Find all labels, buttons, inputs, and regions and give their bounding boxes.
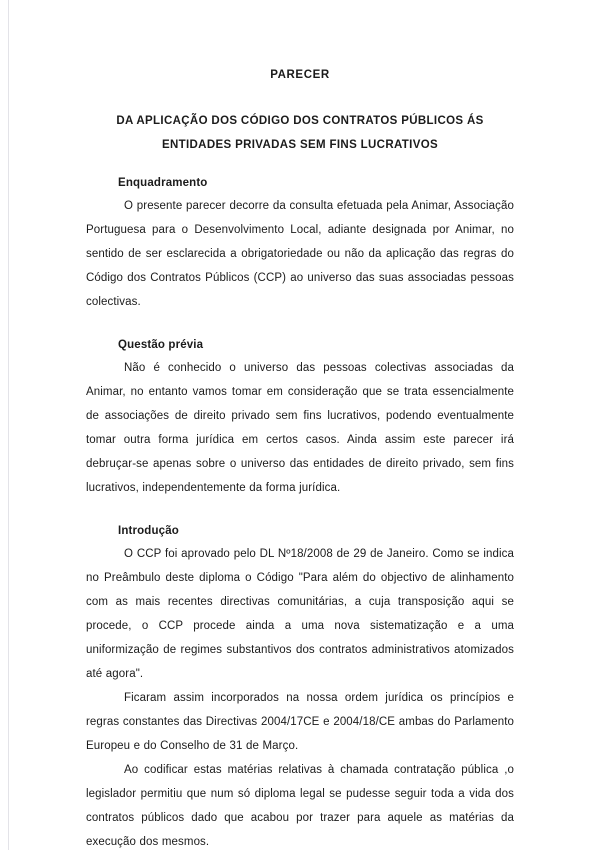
section-questao-previa [86, 334, 514, 500]
section-heading-introducao: Introdução [118, 525, 179, 537]
paragraph: Ao codificar estas matérias relativas à chamada contratação pública ,o legislador permitiu que num só diploma legal se pudesse seguir toda a vida dos contratos públicos dado que acabou por trazer para aquele as matérias da execução dos mesmos. [86, 764, 514, 848]
section-heading-questao-previa: Questão prévia [118, 339, 204, 351]
document-subtitle-line-1: DA APLICAÇÃO DOS CÓDIGO DOS CONTRATOS PÚBLICOS ÁS [116, 115, 484, 127]
document-title-block [86, 68, 514, 157]
paragraph: O CCP foi aprovado pelo DL Nº18/2008 de 29 de Janeiro. Como se indica no Preâmbulo deste diploma o Código "Para além do objectivo de alinhamento com as mais recentes directivas comunitárias, a cuja transposição aqui se procede, o CCP procede ainda a uma nova sistematização e a uma uniformização de regimes substantivos dos contratos administrativos atomizados até agora". [86, 548, 514, 680]
section-enquadramento [86, 172, 514, 314]
paragraph: O presente parecer decorre da consulta efetuada pela Animar, Associação Portuguesa para o Desenvolvimento Local, adiante designada por Animar, no sentido de ser esclarecida a obrigatoriedade ou não da aplicação das regras do Código dos Contratos Públicos (CCP) ao universo das suas associadas pessoas colectivas. [86, 200, 514, 308]
paragraph: Ficaram assim incorporados na nossa ordem jurídica os princípios e regras constantes das Directivas 2004/17CE e 2004/18/CE ambas do Parlamento Europeu e do Conselho de 31 de Março. [86, 692, 514, 752]
document-body [86, 172, 514, 854]
page-title: PARECER [270, 69, 330, 81]
document-subtitle-line-2: ENTIDADES PRIVADAS SEM FINS LUCRATIVOS [161, 139, 439, 151]
page-edge-line [8, 0, 9, 850]
section-introducao [86, 520, 514, 854]
paragraph: Não é conhecido o universo das pessoas colectivas associadas da Animar, no entanto vamos tomar em consideração que se trata essencialmente de associações de direito privado sem fins lucrativos, podendo eventualmente tomar outra forma jurídica em certos casos. Ainda assim este parecer irá debruçar-se apenas sobre o universo das entidades de direito privado, sem fins lucrativos, independentemente da forma jurídica. [86, 362, 514, 494]
section-heading-enquadramento: Enquadramento [118, 177, 208, 189]
